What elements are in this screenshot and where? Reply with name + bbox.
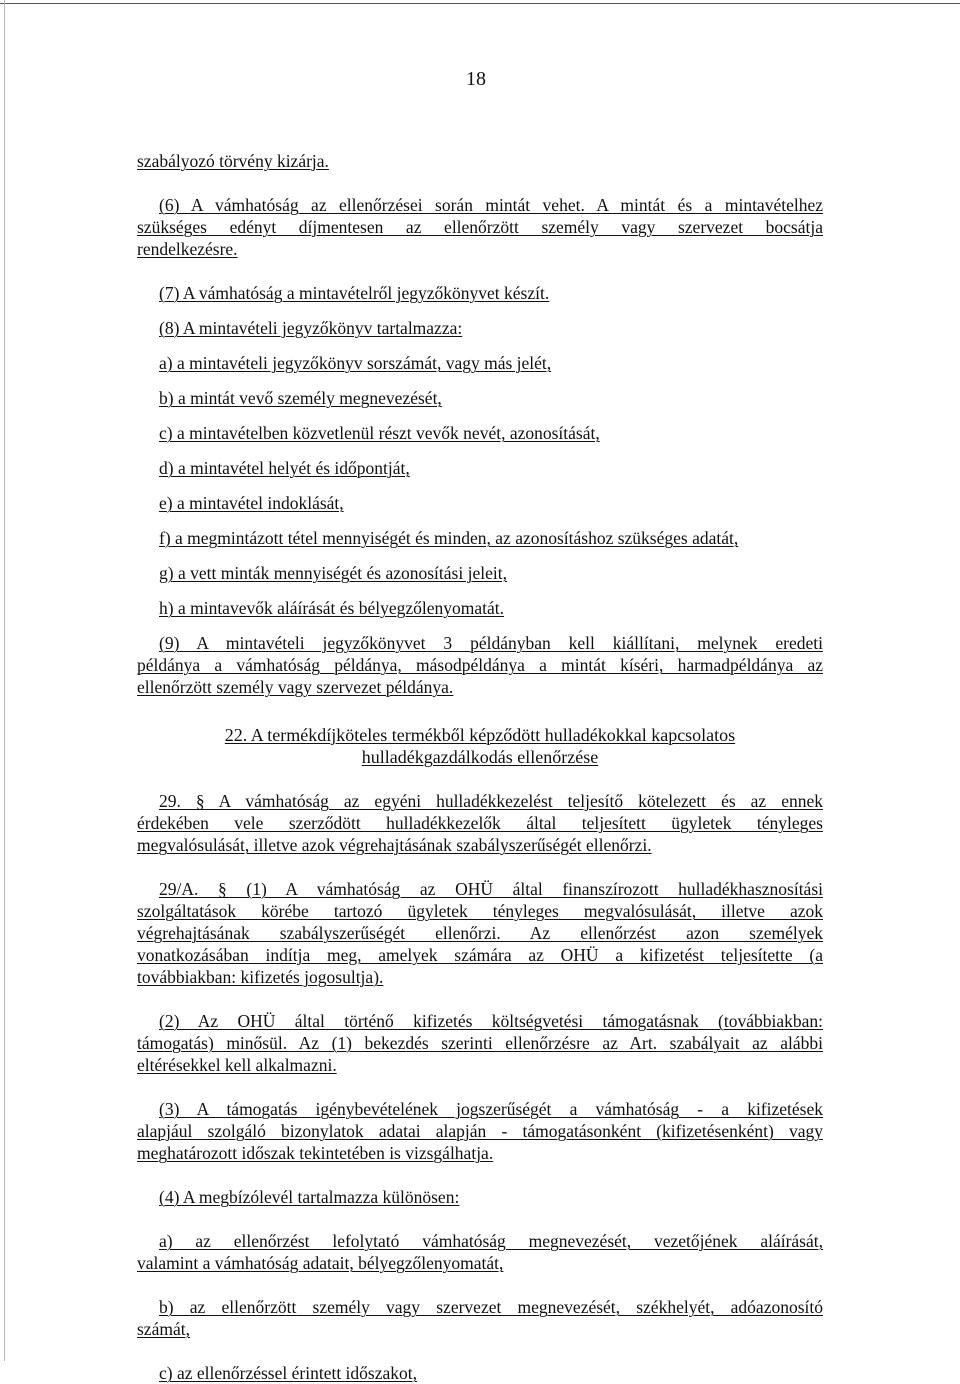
text-line: (3) A támogatás igénybevételének jogszerűségét a vámhatóság - a kifizetések bbox=[159, 1099, 823, 1119]
text-line: (6) A vámhatóság az ellenőrzései során mintát vehet. A mintát és a mintavételhez bbox=[159, 195, 823, 215]
paragraph-8 bbox=[137, 317, 823, 339]
text-line: valamint a vámhatóság adatait, bélyegzőlenyomatát, bbox=[137, 1253, 504, 1273]
text-line: meghatározott időszak tekintetében is vizsgálhatja. bbox=[137, 1143, 494, 1163]
list-item-4a bbox=[137, 1230, 823, 1274]
text-line: vonatkozásában indítja meg, amelyek számára az OHÜ a kifizetést teljesítette (a bbox=[137, 945, 823, 965]
text-line: számát, bbox=[137, 1319, 190, 1339]
heading-line: 22. A termékdíjköteles termékből képződött hulladékokkal kapcsolatos bbox=[224, 725, 736, 745]
text-line: a) a mintavételi jegyzőkönyv sorszámát, vagy más jelét, bbox=[159, 353, 552, 373]
text-line: érdekében vele szerződött hulladékkezelők által teljesített ügyletek tényleges bbox=[137, 813, 823, 833]
text-line: (4) A megbízólevél tartalmazza különösen: bbox=[159, 1187, 460, 1207]
text-line: rendelkezésre. bbox=[137, 239, 238, 259]
text-line: c) a mintavételben közvetlenül részt vevők nevét, azonosítását, bbox=[159, 423, 600, 443]
section-29a-1 bbox=[137, 878, 823, 988]
scan-top-edge bbox=[0, 3, 960, 4]
paragraph-6 bbox=[137, 194, 823, 260]
scan-left-edge bbox=[4, 0, 5, 1361]
text-line: szabályozó törvény kizárja. bbox=[137, 151, 329, 171]
document-body bbox=[137, 150, 823, 1384]
text-line: 29. § A vámhatóság az egyéni hulladékkezelést teljesítő kötelezett és az ennek bbox=[159, 791, 823, 811]
text-line: ellenőrzött személy vagy szervezet példánya. bbox=[137, 677, 454, 697]
text-line: (2) Az OHÜ által történő kifizetés költségvetési támogatásnak (továbbiakban: bbox=[159, 1011, 823, 1031]
text-line: d) a mintavétel helyét és időpontját, bbox=[159, 458, 410, 478]
section-29a-2 bbox=[137, 1010, 823, 1076]
text-line: g) a vett minták mennyiségét és azonosítási jeleit, bbox=[159, 563, 507, 583]
section-29a-3 bbox=[137, 1098, 823, 1164]
text-line: f) a megmintázott tétel mennyiségét és minden, az azonosításhoz szükséges adatát, bbox=[159, 528, 739, 548]
section-heading-22 bbox=[137, 724, 823, 768]
text-line: megvalósulását, illetve azok végrehajtásának szabályszerűségét ellenőrzi. bbox=[137, 835, 652, 855]
paragraph-9 bbox=[137, 632, 823, 698]
list-item-8d bbox=[137, 457, 823, 479]
text-line: példánya a vámhatóság példánya, másodpéldánya a mintát kíséri, harmadpéldánya az bbox=[137, 655, 823, 675]
text-line: b) a mintát vevő személy megnevezését, bbox=[159, 388, 442, 408]
text-line: szükséges edényt díjmentesen az ellenőrzött személy vagy szervezet bocsátja bbox=[137, 217, 823, 237]
list-item-8e bbox=[137, 492, 823, 514]
text-line: b) az ellenőrzött személy vagy szervezet megnevezését, székhelyét, adóazonosító bbox=[159, 1297, 823, 1317]
section-29 bbox=[137, 790, 823, 856]
text-line: (9) A mintavételi jegyzőkönyvet 3 példányban kell kiállítani, melynek eredeti bbox=[159, 633, 823, 653]
text-line: a) az ellenőrzést lefolytató vámhatóság megnevezését, vezetőjének aláírását, bbox=[159, 1231, 823, 1251]
text-line: szolgáltatások körébe tartozó ügyletek tényleges megvalósulását, illetve azok bbox=[137, 901, 823, 921]
paragraph-7 bbox=[137, 282, 823, 304]
page-number: 18 bbox=[466, 68, 486, 90]
list-item-4b bbox=[137, 1296, 823, 1340]
heading-line: hulladékgazdálkodás ellenőrzése bbox=[361, 747, 599, 767]
list-item-8h bbox=[137, 597, 823, 619]
text-line: c) az ellenőrzéssel érintett időszakot, bbox=[159, 1363, 418, 1383]
paragraph-continuation bbox=[137, 150, 823, 172]
list-item-8g bbox=[137, 562, 823, 584]
text-line: továbbiakban: kifizetés jogosultja). bbox=[137, 967, 384, 987]
text-line: 29/A. § (1) A vámhatóság az OHÜ által finanszírozott hulladékhasznosítási bbox=[159, 879, 823, 899]
text-line: h) a mintavevők aláírását és bélyegzőlenyomatát. bbox=[159, 598, 505, 618]
text-line: eltérésekkel kell alkalmazni. bbox=[137, 1055, 337, 1075]
text-line: alapjául szolgáló bizonylatok adatai alapján - támogatásonként (kifizetésenként) vagy bbox=[137, 1121, 823, 1141]
list-item-8c bbox=[137, 422, 823, 444]
text-line: támogatás) minősül. Az (1) bekezdés szerinti ellenőrzésre az Art. szabályait az alábbi bbox=[137, 1033, 823, 1053]
section-29a-4 bbox=[137, 1186, 823, 1208]
text-line: (8) A mintavételi jegyzőkönyv tartalmazza: bbox=[159, 318, 463, 338]
text-line: végrehajtásának szabályszerűségét ellenőrzi. Az ellenőrzést azon személyek bbox=[137, 923, 823, 943]
text-line: (7) A vámhatóság a mintavételről jegyzőkönyvet készít. bbox=[159, 283, 550, 303]
text-line: e) a mintavétel indoklását, bbox=[159, 493, 344, 513]
list-item-4c bbox=[137, 1362, 823, 1384]
list-item-8a bbox=[137, 352, 823, 374]
list-item-8b bbox=[137, 387, 823, 409]
list-item-8f bbox=[137, 527, 823, 549]
